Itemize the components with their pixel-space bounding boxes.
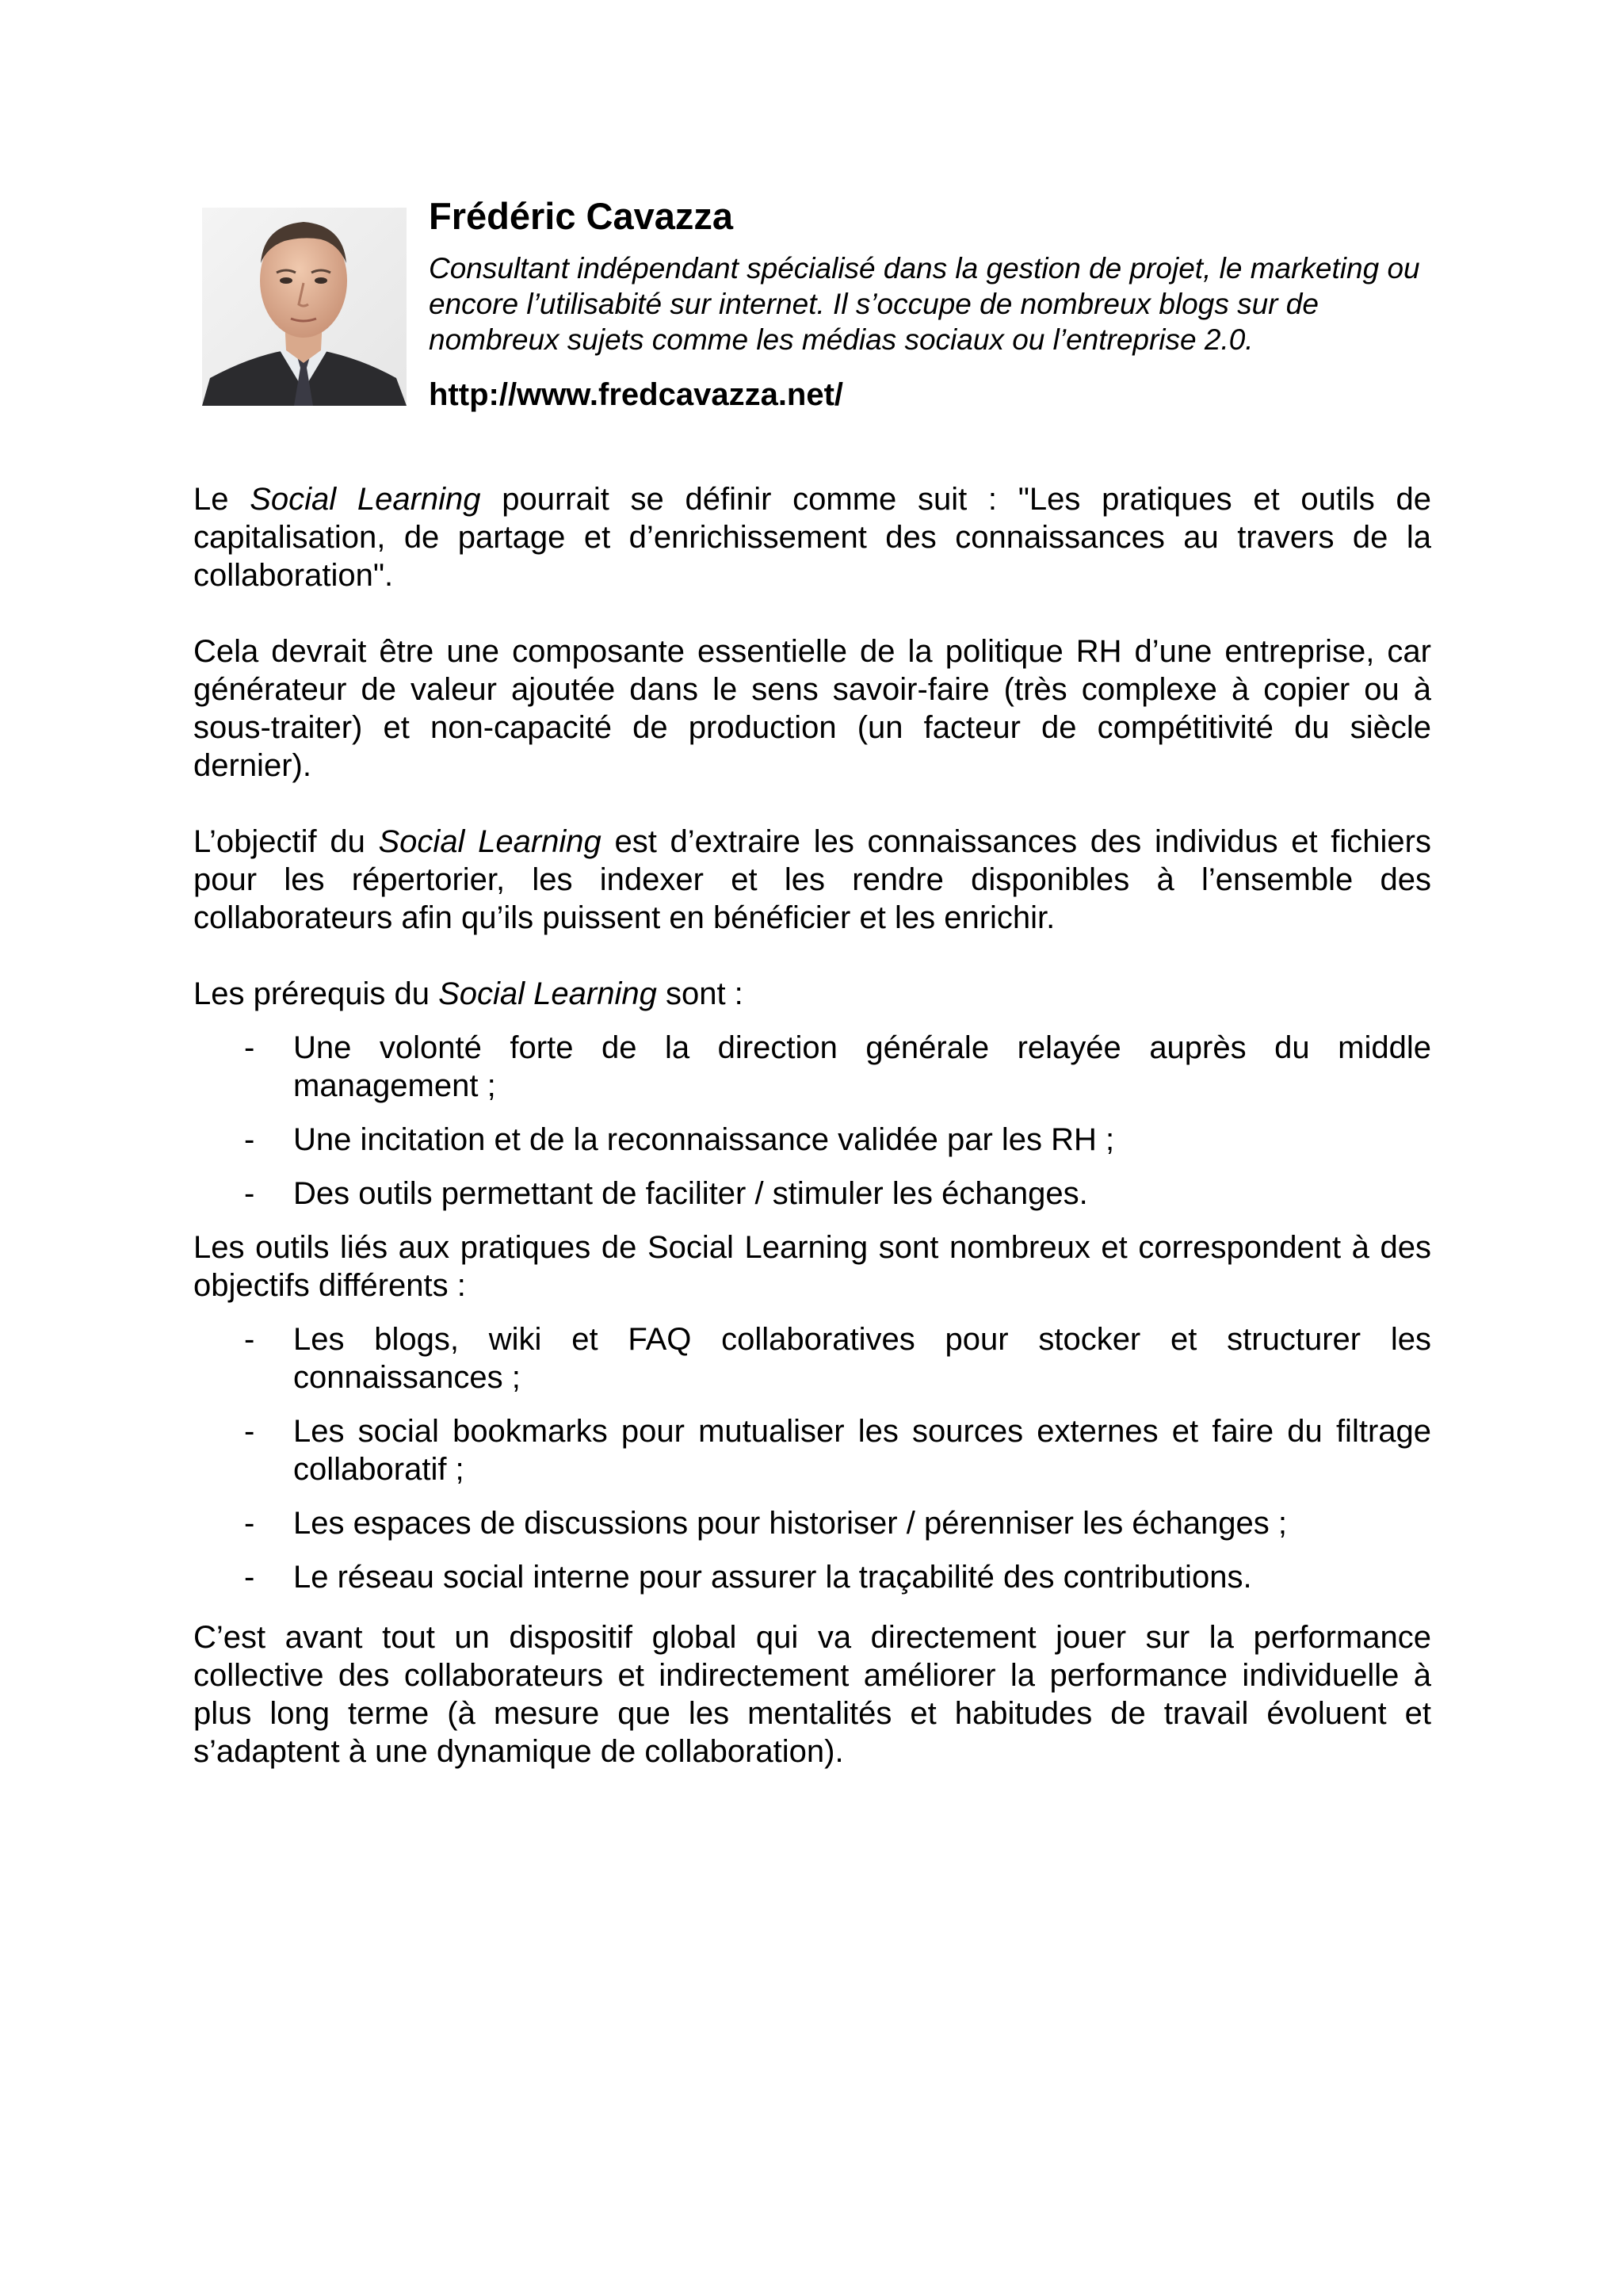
- list-item-text: Des outils permettant de faciliter / stimuler les échanges.: [293, 1176, 1088, 1211]
- list-item-text: Les blogs, wiki et FAQ collaboratives pour stocker et structurer les connaissances ;: [293, 1322, 1431, 1395]
- author-bio: Consultant indépendant spécialisé dans la gestion de projet, le marketing ou encore l’utilisabité sur internet. Il s’occupe de nombreux blogs sur de nombreux sujets comme les médias sociaux ou l’entreprise 2.0.: [429, 252, 1420, 356]
- author-portrait-photo: [202, 208, 407, 406]
- paragraph-tools: Les outils liés aux pratiques de Social Learning sont nombreux et correspondent à des objectifs différents :: [193, 1230, 1431, 1303]
- list-bullet: -: [244, 1506, 255, 1541]
- paragraph-objective: [193, 823, 1431, 937]
- author-website-link[interactable]: http://www.fredcavazza.net/: [429, 377, 844, 412]
- paragraph-hr-policy: Cela devrait être une composante essentielle de la politique RH d’une entreprise, car générateur de valeur ajoutée dans le sens savoir-faire (très complexe à copier ou à sous-traiter) et non-capacité de production (un facteur de compétitivité du siècle dernier).: [193, 634, 1431, 783]
- author-name: Frédéric Cavazza: [429, 195, 734, 237]
- list-item-text: Une volonté forte de la direction générale relayée auprès du middle management ;: [293, 1030, 1431, 1103]
- paragraph-definition: [193, 480, 1431, 594]
- list-bullet: -: [244, 1030, 255, 1065]
- list-item: [193, 1121, 1431, 1159]
- emphasis-term: Social Learning: [378, 824, 601, 859]
- list-bullet: -: [244, 1560, 255, 1595]
- list-bullet: -: [244, 1176, 255, 1211]
- author-info: [429, 189, 1427, 415]
- tools-list: [193, 1320, 1431, 1596]
- list-item: [193, 1175, 1431, 1213]
- paragraph-text: sont :: [656, 976, 743, 1011]
- list-bullet: -: [244, 1322, 255, 1357]
- list-item: [193, 1412, 1431, 1488]
- list-item-text: Le réseau social interne pour assurer la traçabilité des contributions.: [293, 1560, 1252, 1595]
- list-item: [193, 1029, 1431, 1105]
- paragraph-text: Les prérequis du: [193, 976, 439, 1011]
- paragraph-prerequisites: [193, 975, 1431, 1013]
- emphasis-term: Social Learning: [250, 482, 481, 517]
- paragraph-text: Le: [193, 482, 250, 517]
- paragraph-text: est d’extraire les connaissances des individus et fichiers pour les répertorier, les indexer et les rendre disponibles à l’ensemble des collaborateurs afin qu’ils puissent en bénéficier et les enrichir.: [193, 824, 1431, 935]
- prerequisites-list: [193, 1029, 1431, 1213]
- list-bullet: -: [244, 1414, 255, 1449]
- emphasis-term: Social Learning: [438, 976, 657, 1011]
- list-item-text: Les social bookmarks pour mutualiser les sources externes et faire du filtrage collaboratif ;: [293, 1414, 1431, 1487]
- list-item: [193, 1320, 1431, 1396]
- list-item: [193, 1558, 1431, 1596]
- portrait-photo-icon: [202, 208, 407, 406]
- paragraph-conclusion: C’est avant tout un dispositif global qui va directement jouer sur la performance collective des collaborateurs et indirectement améliorer la performance individuelle à plus long terme (à mesure que les mentalités et habitudes de travail évoluent et s’adaptent à une dynamique de collaboration).: [193, 1620, 1431, 1769]
- list-item-text: Les espaces de discussions pour historiser / pérenniser les échanges ;: [293, 1506, 1288, 1541]
- paragraph-text: pourrait se définir comme suit : "Les pratiques et outils de capitalisation, de partage et d’enrichissement des connaissances au travers de la collaboration".: [193, 482, 1431, 593]
- article-body: [193, 480, 1431, 1771]
- paragraph-text: L’objectif du: [193, 824, 379, 859]
- list-bullet: -: [244, 1122, 255, 1157]
- list-item: [193, 1504, 1431, 1542]
- list-item-text: Une incitation et de la reconnaissance validée par les RH ;: [293, 1122, 1115, 1157]
